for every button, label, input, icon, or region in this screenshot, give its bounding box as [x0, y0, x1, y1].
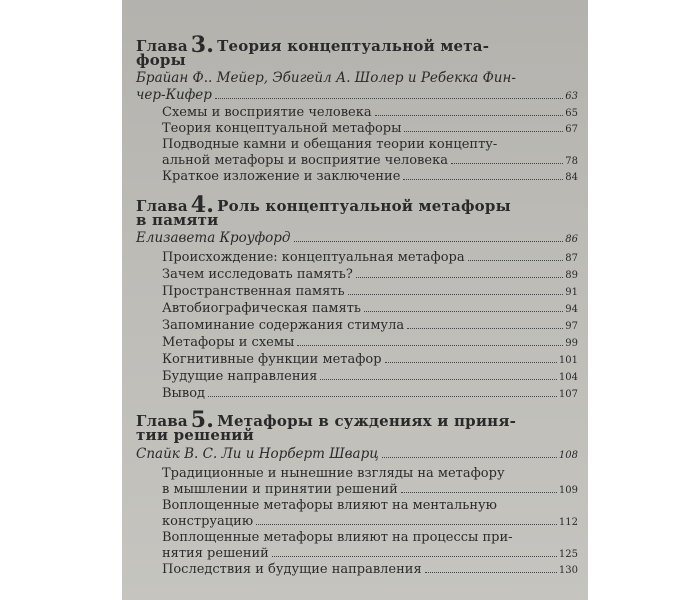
chapter-4-title-cont: в памяти	[136, 211, 219, 229]
leader-dots	[272, 556, 557, 557]
page-number: 87	[565, 253, 578, 264]
toc-entry[interactable]	[162, 267, 578, 282]
toc-entry[interactable]	[162, 121, 578, 136]
leader-dots	[294, 241, 564, 242]
entry-title-line[interactable]: Подводные камни и обещания теории концепту-	[162, 137, 498, 152]
leader-dots	[348, 294, 564, 295]
author-text: Спайк В. С. Ли и Норберт Шварц	[136, 446, 379, 462]
page-number: 112	[558, 517, 578, 528]
leader-dots	[356, 277, 563, 278]
chapter-number: 5.	[190, 407, 215, 433]
page-number: 65	[565, 108, 578, 119]
toc-entry[interactable]	[162, 386, 578, 401]
toc-entry[interactable]	[162, 105, 578, 120]
leader-dots	[375, 115, 564, 116]
entry-title: Запоминание содержания стимула	[162, 318, 405, 333]
book-page	[122, 0, 588, 600]
chapter-3-heading	[136, 31, 489, 57]
leader-dots	[385, 362, 557, 363]
chapter-word: Глава	[136, 197, 188, 215]
toc-entry[interactable]	[162, 169, 578, 184]
page-number: 94	[565, 304, 578, 315]
entry-title: Пространственная память	[162, 284, 345, 299]
leader-dots	[401, 492, 557, 493]
page-number: 63	[565, 91, 578, 102]
page-number: 91	[565, 287, 578, 298]
leader-dots	[320, 379, 557, 380]
chapter-3-authors-row[interactable]	[136, 87, 578, 103]
page-number: 107	[558, 389, 578, 400]
chapter-4-authors-row[interactable]	[136, 230, 578, 246]
leader-dots	[382, 457, 557, 458]
page-number: 104	[558, 372, 578, 383]
entry-title: альной метафоры и восприятие человека	[162, 153, 448, 168]
entry-title: Когнитивные функции метафор	[162, 352, 382, 367]
leader-dots	[451, 163, 563, 164]
entry-title: Происхождение: концептуальная метафора	[162, 250, 465, 265]
toc-entry[interactable]	[162, 514, 578, 529]
page-number: 99	[565, 338, 578, 349]
entry-title: Зачем исследовать память?	[162, 267, 353, 282]
page-number: 78	[565, 156, 578, 167]
entry-title: Последствия и будущие направления	[162, 562, 422, 577]
entry-title: Метафоры и схемы	[162, 335, 295, 350]
toc-entry[interactable]	[162, 335, 578, 350]
page-number: 86	[565, 234, 578, 245]
entry-title-line[interactable]: Традиционные и нынешние взгляды на метафору	[162, 466, 505, 481]
page-number: 97	[565, 321, 578, 332]
entry-title: Краткое изложение и заключение	[162, 169, 401, 184]
toc-entry[interactable]	[162, 562, 578, 577]
toc-entry[interactable]	[162, 250, 578, 265]
page-number: 84	[565, 172, 578, 183]
page-number: 101	[558, 355, 578, 366]
leader-dots	[468, 260, 564, 261]
page-number: 109	[558, 485, 578, 496]
toc-entry[interactable]	[162, 482, 578, 497]
entry-title-line[interactable]: Воплощенные метафоры влияют на процессы при-	[162, 530, 513, 545]
page-number: 125	[558, 549, 578, 560]
toc-entry[interactable]	[162, 546, 578, 561]
entry-title: Автобиографическая память	[162, 301, 361, 316]
toc-entry[interactable]	[162, 352, 578, 367]
chapter-number: 4.	[190, 192, 215, 218]
entry-title-line[interactable]: Воплощенные метафоры влияют на ментальную	[162, 498, 497, 513]
leader-dots	[404, 131, 563, 132]
chapter-3-title-cont: форы	[136, 51, 186, 69]
leader-dots	[297, 345, 563, 346]
chapter-word: Глава	[136, 412, 188, 430]
toc-entry[interactable]	[162, 318, 578, 333]
chapter-title: Теория концептуальной мета-	[217, 37, 490, 55]
toc-entry[interactable]	[162, 369, 578, 384]
entry-title: Теория концептуальной метафоры	[162, 121, 402, 136]
chapter-5-title-cont: тии решений	[136, 426, 254, 444]
chapter-title: Метафоры в суждениях и приня-	[217, 412, 517, 430]
toc-entry[interactable]	[162, 301, 578, 316]
page-number: 130	[558, 565, 578, 576]
leader-dots	[215, 98, 563, 99]
leader-dots	[407, 328, 563, 329]
page-number: 108	[558, 450, 578, 461]
leader-dots	[364, 311, 563, 312]
chapter-title: Роль концептуальной метафоры	[217, 197, 511, 215]
toc-entry[interactable]	[162, 153, 578, 168]
entry-title: Схемы и восприятие человека	[162, 105, 372, 120]
entry-title: конструацию	[162, 514, 254, 529]
chapter-word: Глава	[136, 37, 188, 55]
entry-title: Будущие направления	[162, 369, 318, 384]
entry-title: нятия решений	[162, 546, 269, 561]
toc-entry[interactable]	[162, 284, 578, 299]
leader-dots	[256, 524, 557, 525]
chapter-5-authors-row[interactable]	[136, 446, 578, 462]
page-number: 67	[565, 124, 578, 135]
chapter-3-authors: Брайан Ф.. Мейер, Эбигейл А. Шолер и Ребекка Фин-	[136, 70, 516, 86]
leader-dots	[425, 572, 557, 573]
author-text: чер-Кифер	[136, 87, 212, 103]
chapter-number: 3.	[190, 32, 215, 58]
leader-dots	[208, 396, 557, 397]
entry-title: в мышлении и принятии решений	[162, 482, 398, 497]
entry-title: Вывод	[162, 386, 206, 401]
author-text: Елизавета Кроуфорд	[136, 230, 291, 246]
leader-dots	[403, 179, 563, 180]
page-number: 89	[565, 270, 578, 281]
